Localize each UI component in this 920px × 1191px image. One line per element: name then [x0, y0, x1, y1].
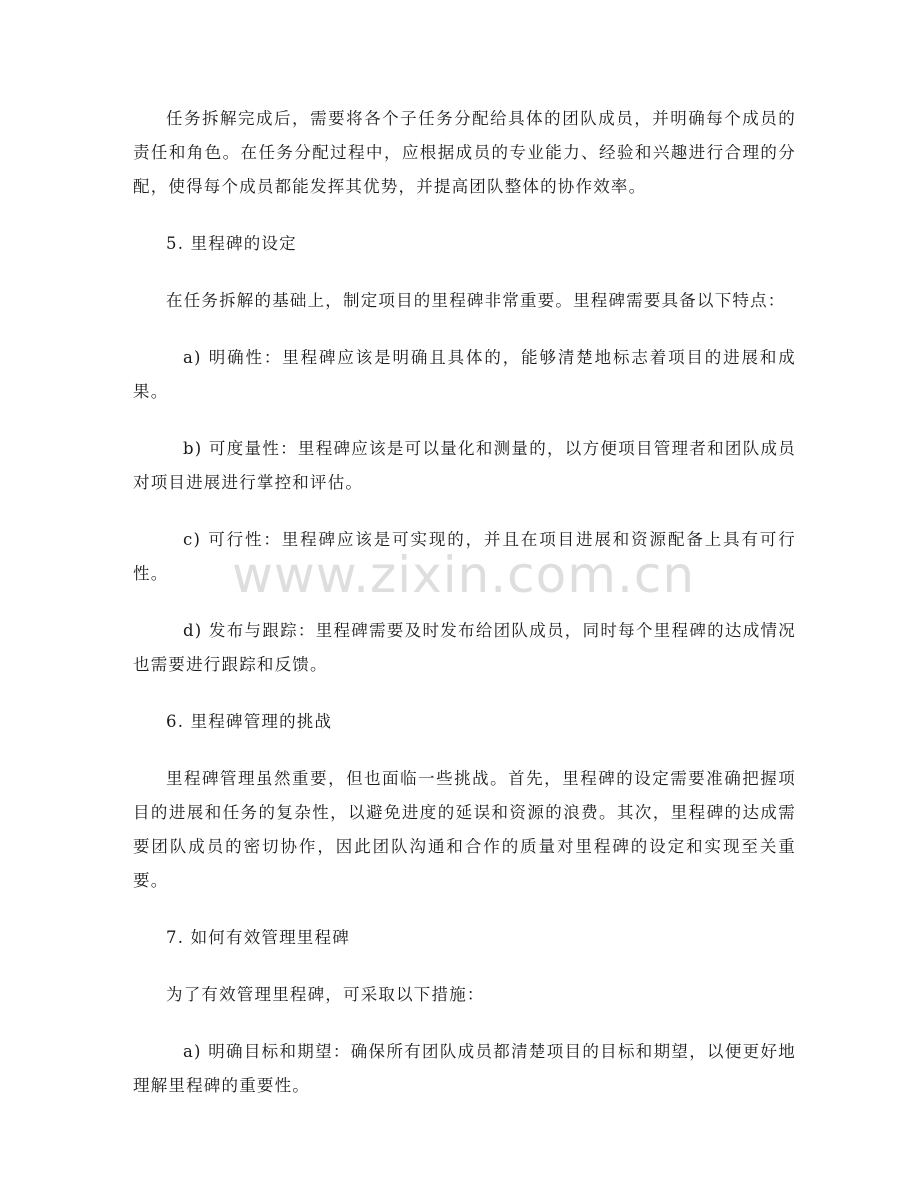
body-paragraph: 为了有效管理里程碑，可采取以下措施：: [166, 985, 485, 1004]
section-heading-7: 7. 如何有效管理里程碑: [166, 928, 350, 947]
list-item: c) 可行性：里程碑应该是可实现的，并且在项目进展和资源配备上具有可行性。: [133, 530, 796, 583]
list-item: b) 可度量性：里程碑应该是可以量化和测量的，以方便项目管理者和团队成员对项目进展进行掌控和评估。: [133, 439, 796, 492]
section-heading-5: 5. 里程碑的设定: [166, 234, 297, 253]
body-paragraph: 里程碑管理虽然重要，但也面临一些挑战。首先，里程碑的设定需要准确把握项目的进展和任务的复杂性，以避免进度的延误和资源的浪费。其次，里程碑的达成需要团队成员的密切协作，因此团队沟通和合作的质量对里程碑的设定和实现至关重要。: [133, 769, 796, 890]
list-item: a) 明确目标和期望：确保所有团队成员都清楚项目的目标和期望，以便更好地理解里程碑的重要性。: [133, 1042, 796, 1095]
document-body: [133, 102, 796, 1126]
list-item: a) 明确性：里程碑应该是明确且具体的，能够清楚地标志着项目的进展和成果。: [133, 348, 796, 401]
body-paragraph: 任务拆解完成后，需要将各个子任务分配给具体的团队成员，并明确每个成员的责任和角色。在任务分配过程中，应根据成员的专业能力、经验和兴趣进行合理的分配，使得每个成员都能发挥其优势，并提高团队整体的协作效率。: [133, 109, 796, 196]
body-paragraph: 在任务拆解的基础上，制定项目的里程碑非常重要。里程碑需要具备以下特点：: [166, 291, 786, 310]
section-heading-6: 6. 里程碑管理的挑战: [166, 712, 333, 731]
list-item: d) 发布与跟踪：里程碑需要及时发布给团队成员，同时每个里程碑的达成情况也需要进行跟踪和反馈。: [133, 621, 796, 674]
watermark: www.zixin.com.cn: [232, 546, 696, 604]
